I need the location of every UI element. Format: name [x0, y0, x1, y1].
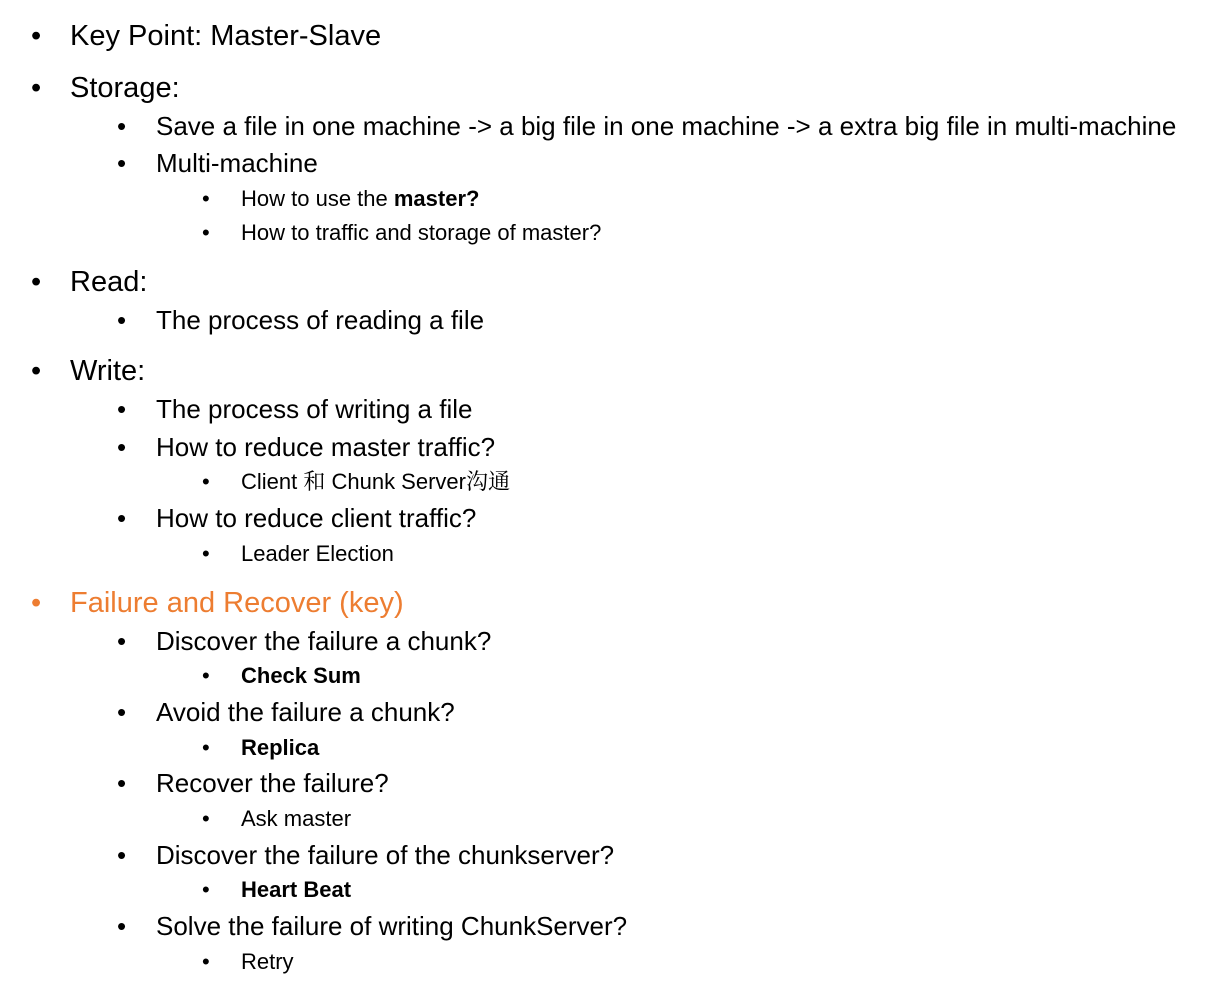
use-master-prefix: How to use the [241, 186, 394, 211]
bullet-icon: • [117, 503, 127, 533]
bullet-icon: • [31, 587, 42, 619]
bullet-icon: • [31, 266, 42, 298]
bullet-icon: • [202, 877, 210, 902]
bullet-icon: • [117, 911, 127, 941]
bullet-icon: • [202, 949, 210, 974]
bullet-icon: • [202, 186, 210, 211]
bullet-icon: • [202, 541, 210, 566]
leader-election-text: Leader Election [241, 541, 394, 566]
bullet-icon: • [117, 394, 127, 424]
avoid-chunk-text: Avoid the failure a chunk? [156, 697, 455, 727]
bullet-icon: • [117, 840, 127, 870]
reduce-client-text: How to reduce client traffic? [156, 503, 477, 533]
bullet-icon: • [117, 305, 127, 335]
storage-heading: Storage: [70, 72, 180, 104]
discover-server-text: Discover the failure of the chunkserver? [156, 840, 615, 870]
traffic-storage-text: How to traffic and storage of master? [241, 220, 602, 245]
recover-text: Recover the failure? [156, 768, 389, 798]
bullet-icon: • [117, 432, 127, 462]
bullet-icon: • [117, 768, 127, 798]
bullet-icon: • [117, 626, 127, 656]
key-point-text: Key Point: Master-Slave [70, 20, 382, 52]
multi-machine-text: Multi-machine [156, 148, 318, 178]
bullet-icon: • [31, 355, 42, 387]
use-master-text [241, 188, 479, 210]
replica-text: Replica [241, 735, 320, 760]
bullet-icon: • [202, 735, 210, 760]
solve-writing-text: Solve the failure of writing ChunkServer? [156, 911, 628, 941]
client-chunk-text: Client 和 Chunk Server沟通 [241, 469, 510, 494]
write-heading: Write: [70, 355, 146, 387]
bullet-icon: • [202, 220, 210, 245]
read-heading: Read: [70, 266, 148, 298]
use-master-bold: master? [393, 186, 480, 211]
bullet-icon: • [117, 111, 127, 141]
bullet-icon: • [202, 806, 210, 831]
retry-text: Retry [241, 949, 294, 974]
heart-beat-text: Heart Beat [241, 877, 352, 902]
bullet-icon: • [31, 20, 42, 52]
bullet-icon: • [117, 148, 127, 178]
failure-heading: Failure and Recover (key) [70, 587, 404, 619]
read-process-text: The process of reading a file [156, 305, 485, 335]
check-sum-text: Check Sum [241, 663, 361, 688]
discover-chunk-text: Discover the failure a chunk? [156, 626, 492, 656]
save-file-text: Save a file in one machine -> a big file in one machine -> a extra big file in multi-machine [156, 111, 1177, 141]
reduce-master-text: How to reduce master traffic? [156, 432, 496, 462]
write-process-text: The process of writing a file [156, 394, 473, 424]
bullet-icon: • [202, 663, 210, 688]
bullet-icon: • [202, 469, 210, 494]
bullet-icon: • [117, 697, 127, 727]
bullet-icon: • [31, 72, 42, 104]
ask-master-text: Ask master [241, 806, 352, 831]
